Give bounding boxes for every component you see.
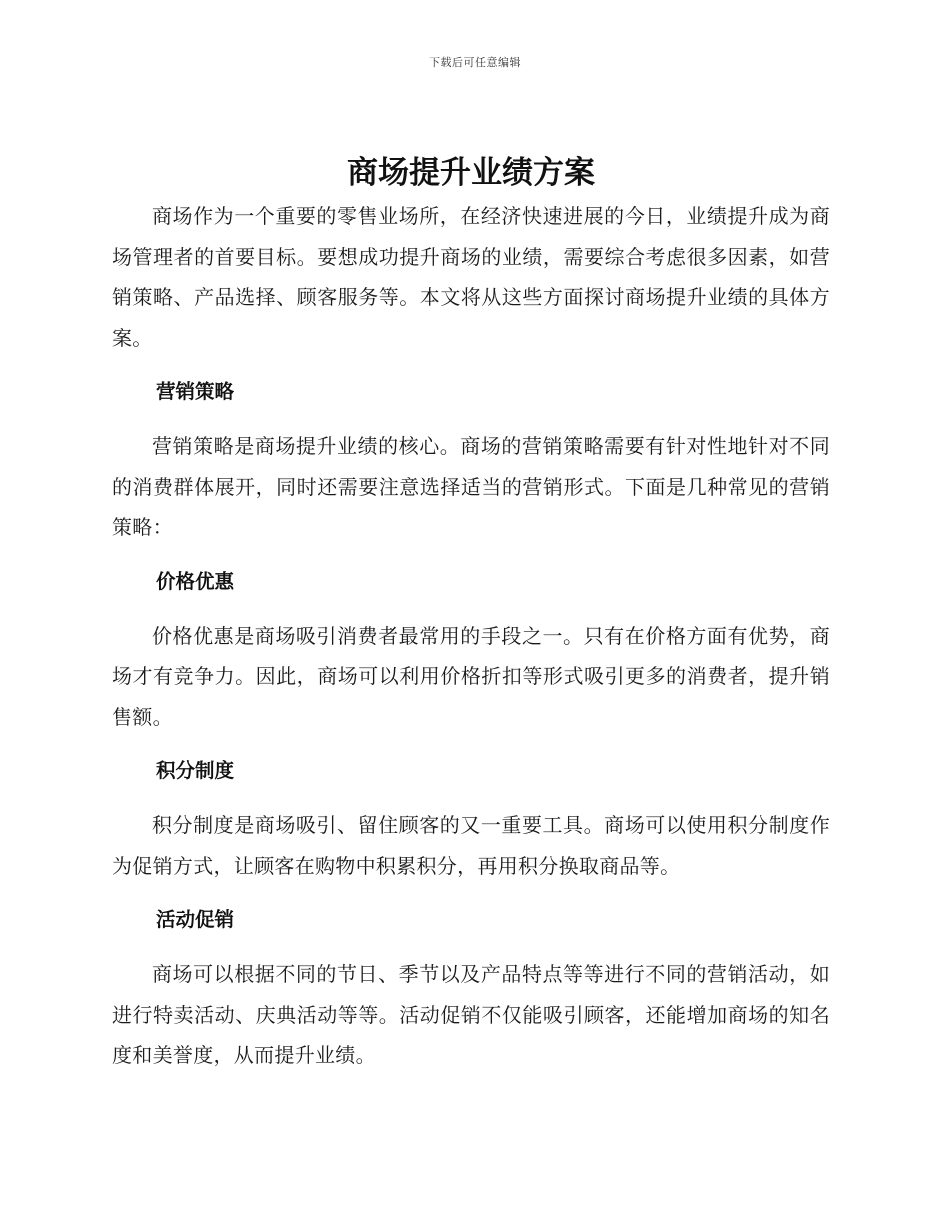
section-paragraph-points-system: 积分制度是商场吸引、留住顾客的又一重要工具。商场可以使用积分制度作为促销方式，让顾客在购物中积累积分，再用积分换取商品等。 — [112, 813, 830, 878]
document-body — [112, 150, 830, 1076]
section-heading-points-system: 积分制度 — [156, 759, 235, 782]
section-heading-event-promotion: 活动促销 — [156, 908, 235, 931]
document-title: 商场提升业绩方案 — [347, 155, 595, 191]
section-paragraph-price-discount: 价格优惠是商场吸引消费者最常用的手段之一。只有在价格方面有优势，商场才有竞争力。因此，商场可以利用价格折扣等形式吸引更多的消费者，提升销售额。 — [112, 623, 830, 729]
header-note: 下载后可任意编辑 — [429, 56, 521, 69]
section-paragraph-event-promotion: 商场可以根据不同的节日、季节以及产品特点等等进行不同的营销活动，如进行特卖活动、庆典活动等等。活动促销不仅能吸引顾客，还能增加商场的知名度和美誉度，从而提升业绩。 — [112, 962, 830, 1067]
section-heading-marketing-strategy: 营销策略 — [156, 380, 235, 403]
section-heading-price-discount: 价格优惠 — [156, 569, 235, 593]
section-paragraph-marketing-strategy: 营销策略是商场提升业绩的核心。商场的营销策略需要有针对性地针对不同的消费群体展开，同时还需要注意选择适当的营销形式。下面是几种常见的营销策略： — [112, 434, 830, 539]
intro-paragraph: 商场作为一个重要的零售业场所，在经济快速进展的今日，业绩提升成为商场管理者的首要目标。要想成功提升商场的业绩，需要综合考虑很多因素，如营销策略、产品选择、顾客服务等。本文将从这些方面探讨商场提升业绩的具体方案。 — [112, 204, 830, 350]
